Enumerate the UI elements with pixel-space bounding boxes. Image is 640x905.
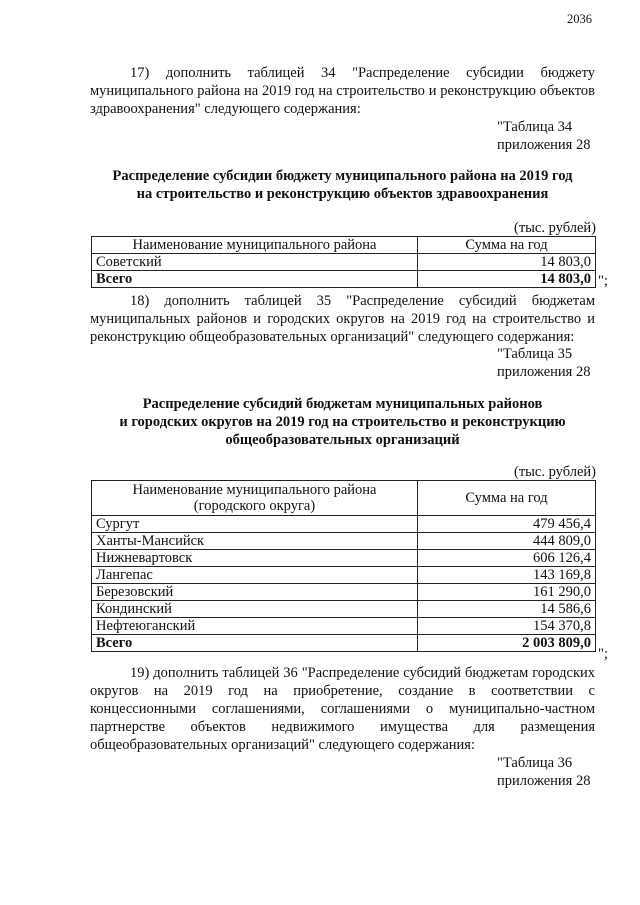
table-35-title-line1: Распределение субсидий бюджетам муниципальных районов: [142, 396, 543, 412]
col-header-name-line2: (городского округа): [193, 498, 316, 514]
table-34-title-line2: на строительство и реконструкцию объектов здравоохранения: [136, 186, 549, 202]
row-name: Нижневартовск: [92, 550, 418, 567]
table-35-title-line3: общеобразовательных организаций: [225, 432, 460, 448]
table-34-ref-line2: приложения 28: [497, 137, 591, 153]
table-36-ref-line1: "Таблица 36: [497, 755, 573, 771]
table-row: [92, 618, 596, 635]
table-35-closing-quote: ";: [598, 646, 608, 662]
table-row: [92, 567, 596, 584]
table-row: [92, 516, 596, 533]
paragraph-item-17: 17) дополнить таблицей 34 "Распределение субсидии бюджету муниципального района на 2019 год на строительство и реконструкцию объектов здравоохранения" следующего содержания:: [90, 65, 595, 117]
col-header-sum: Сумма на год: [418, 481, 596, 516]
row-sum: 606 126,4: [418, 550, 596, 567]
table-35: [91, 480, 596, 652]
table-total-row: [92, 271, 596, 288]
row-sum: 14 586,6: [418, 601, 596, 618]
table-row: [92, 533, 596, 550]
paragraph-item-19: 19) дополнить таблицей 36 "Распределение субсидий бюджетам городских округов на 2019 год на приобретение, создание в соответствии с концессионными соглашениями, соглашениями о муниципально-частном партнерстве объектов недвижимого имущества для размещения общеобразовательных организаций" следующего содержания:: [90, 665, 595, 753]
table-header-row: [92, 481, 596, 516]
col-header-name-line1: Наименование муниципального района: [132, 482, 377, 498]
total-label: Всего: [92, 635, 418, 652]
table-34-closing-quote: ";: [598, 273, 608, 289]
table-34-units: (тыс. рублей): [514, 220, 596, 236]
table-row: [92, 550, 596, 567]
row-name: Березовский: [92, 584, 418, 601]
col-header-sum: Сумма на год: [418, 237, 596, 254]
total-label: Всего: [92, 271, 418, 288]
table-34-title-line1: Распределение субсидии бюджету муниципального района на 2019 год: [112, 168, 573, 184]
table-row: [92, 601, 596, 618]
table-row: [92, 254, 596, 271]
row-name: Лангепас: [92, 567, 418, 584]
table-34: [91, 236, 596, 288]
paragraph-item-18: 18) дополнить таблицей 35 "Распределение субсидий бюджетам муниципальных районов и городских округов на 2019 год на строительство и реконструкцию общеобразовательных организаций" следующего содержания:: [90, 293, 595, 345]
row-sum: 161 290,0: [418, 584, 596, 601]
total-value: 14 803,0: [418, 271, 596, 288]
row-name: Кондинский: [92, 601, 418, 618]
table-row: [92, 584, 596, 601]
row-sum: 479 456,4: [418, 516, 596, 533]
table-header-row: [92, 237, 596, 254]
row-name: Нефтеюганский: [92, 618, 418, 635]
col-header-name: Наименование муниципального района: [92, 237, 418, 254]
row-sum: 154 370,8: [418, 618, 596, 635]
table-35-ref-line2: приложения 28: [497, 364, 591, 380]
row-name: Советский: [92, 254, 418, 271]
table-35-title-line2: и городских округов на 2019 год на строительство и реконструкцию: [119, 414, 566, 430]
table-34-ref-line1: "Таблица 34: [497, 119, 573, 135]
total-value: 2 003 809,0: [418, 635, 596, 652]
table-36-ref-line2: приложения 28: [497, 773, 591, 789]
page-number: 2036: [567, 12, 592, 26]
row-sum: 444 809,0: [418, 533, 596, 550]
row-name: Ханты-Мансийск: [92, 533, 418, 550]
table-35-units: (тыс. рублей): [514, 464, 596, 480]
row-sum: 14 803,0: [418, 254, 596, 271]
row-name: Сургут: [92, 516, 418, 533]
row-sum: 143 169,8: [418, 567, 596, 584]
col-header-name: [92, 481, 418, 516]
table-35-ref-line1: "Таблица 35: [497, 346, 573, 362]
table-total-row: [92, 635, 596, 652]
